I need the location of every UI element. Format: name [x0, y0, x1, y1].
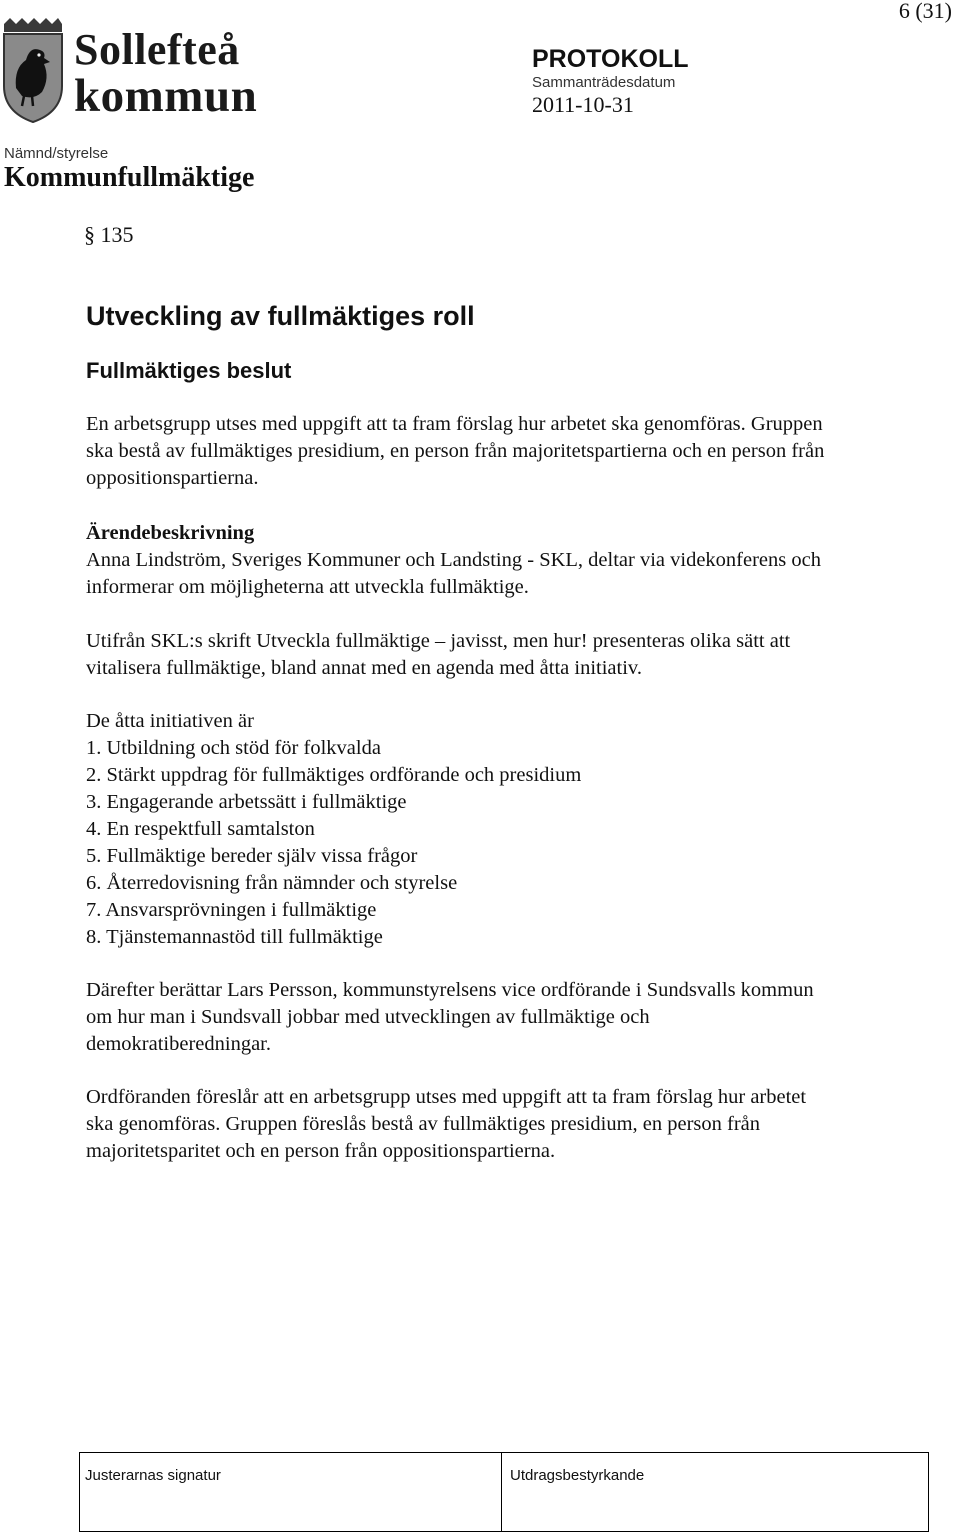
list-item: 8. Tjänstemannastöd till fullmäktige: [86, 926, 383, 948]
paragraph-number: § 135: [84, 222, 134, 247]
list-item: 3. Engagerande arbetssätt i fullmäktige: [86, 791, 407, 813]
list-item: 1. Utbildning och stöd för folkvalda: [86, 737, 381, 759]
logo-text-line1: Sollefteå: [74, 25, 240, 74]
initiatives-list: [86, 708, 581, 951]
description-section: [86, 520, 821, 601]
skl-paragraph: [86, 628, 790, 682]
signature-label: Justerarnas signatur: [85, 1467, 221, 1484]
text-line: majoritetsparitet och en person från oppositionspartierna.: [86, 1140, 556, 1162]
text-line: informerar om möjligheterna att utveckla fullmäktige.: [86, 576, 529, 598]
page-number: 6 (31): [898, 0, 952, 23]
page-title: Utveckling av fullmäktiges roll: [86, 301, 475, 331]
text-line: En arbetsgrupp utses med uppgift att ta fram förslag hur arbetet ska genomföras. Gruppen: [86, 413, 823, 435]
decision-text: [86, 411, 824, 492]
description-heading: Ärendebeskrivning: [86, 522, 255, 544]
initiatives-intro: De åtta initiativen är: [86, 710, 254, 732]
board-name: Kommunfullmäktige: [4, 162, 255, 193]
certification-label: Utdragsbestyrkande: [510, 1467, 645, 1484]
text-line: om hur man i Sundsvall jobbar med utvecklingen av fullmäktige och: [86, 1006, 650, 1028]
text-line: vitalisera fullmäktige, bland annat med en agenda med åtta initiativ.: [86, 657, 642, 679]
text-line: Utifrån SKL:s skrift Utveckla fullmäktige – javisst, men hur! presenteras olika sätt att: [86, 630, 791, 652]
board-label: Nämnd/styrelse: [4, 145, 109, 162]
logo-text-line2: kommun: [74, 70, 258, 122]
text-line: Därefter berättar Lars Persson, kommunstyrelsens vice ordförande i Sundsvalls kommun: [86, 979, 814, 1001]
date-label: Sammanträdesdatum: [532, 74, 676, 91]
list-item: 2. Stärkt uppdrag för fullmäktiges ordförande och presidium: [86, 764, 582, 786]
list-item: 7. Ansvarsprövningen i fullmäktige: [86, 899, 377, 921]
list-item: 5. Fullmäktige bereder själv vissa frågor: [86, 845, 418, 867]
footer-divider: [501, 1453, 502, 1531]
coat-of-arms-icon: [0, 16, 66, 124]
text-line: oppositionspartierna.: [86, 467, 259, 489]
text-line: Ordföranden föreslår att en arbetsgrupp utses med uppgift att ta fram förslag hur arbetet: [86, 1086, 807, 1108]
text-line: Anna Lindström, Sveriges Kommuner och Landsting - SKL, deltar via videkonferens och: [86, 549, 821, 571]
signature-footer: [79, 1452, 929, 1532]
persson-paragraph: [86, 977, 814, 1058]
date-value: 2011-10-31: [532, 92, 634, 117]
text-line: demokratiberedningar.: [86, 1033, 272, 1055]
chair-paragraph: [86, 1084, 806, 1165]
municipality-logo: [0, 16, 268, 128]
text-line: ska bestå av fullmäktiges presidium, en person från majoritetspartierna och en person från: [86, 440, 825, 462]
text-line: ska genomföras. Gruppen föreslås bestå av fullmäktiges presidium, en person från: [86, 1113, 761, 1135]
document-type: PROTOKOLL: [532, 45, 689, 73]
list-item: 4. En respektfull samtalston: [86, 818, 315, 840]
list-item: 6. Återredovisning från nämnder och styrelse: [86, 872, 458, 894]
decision-heading: Fullmäktiges beslut: [86, 358, 292, 383]
